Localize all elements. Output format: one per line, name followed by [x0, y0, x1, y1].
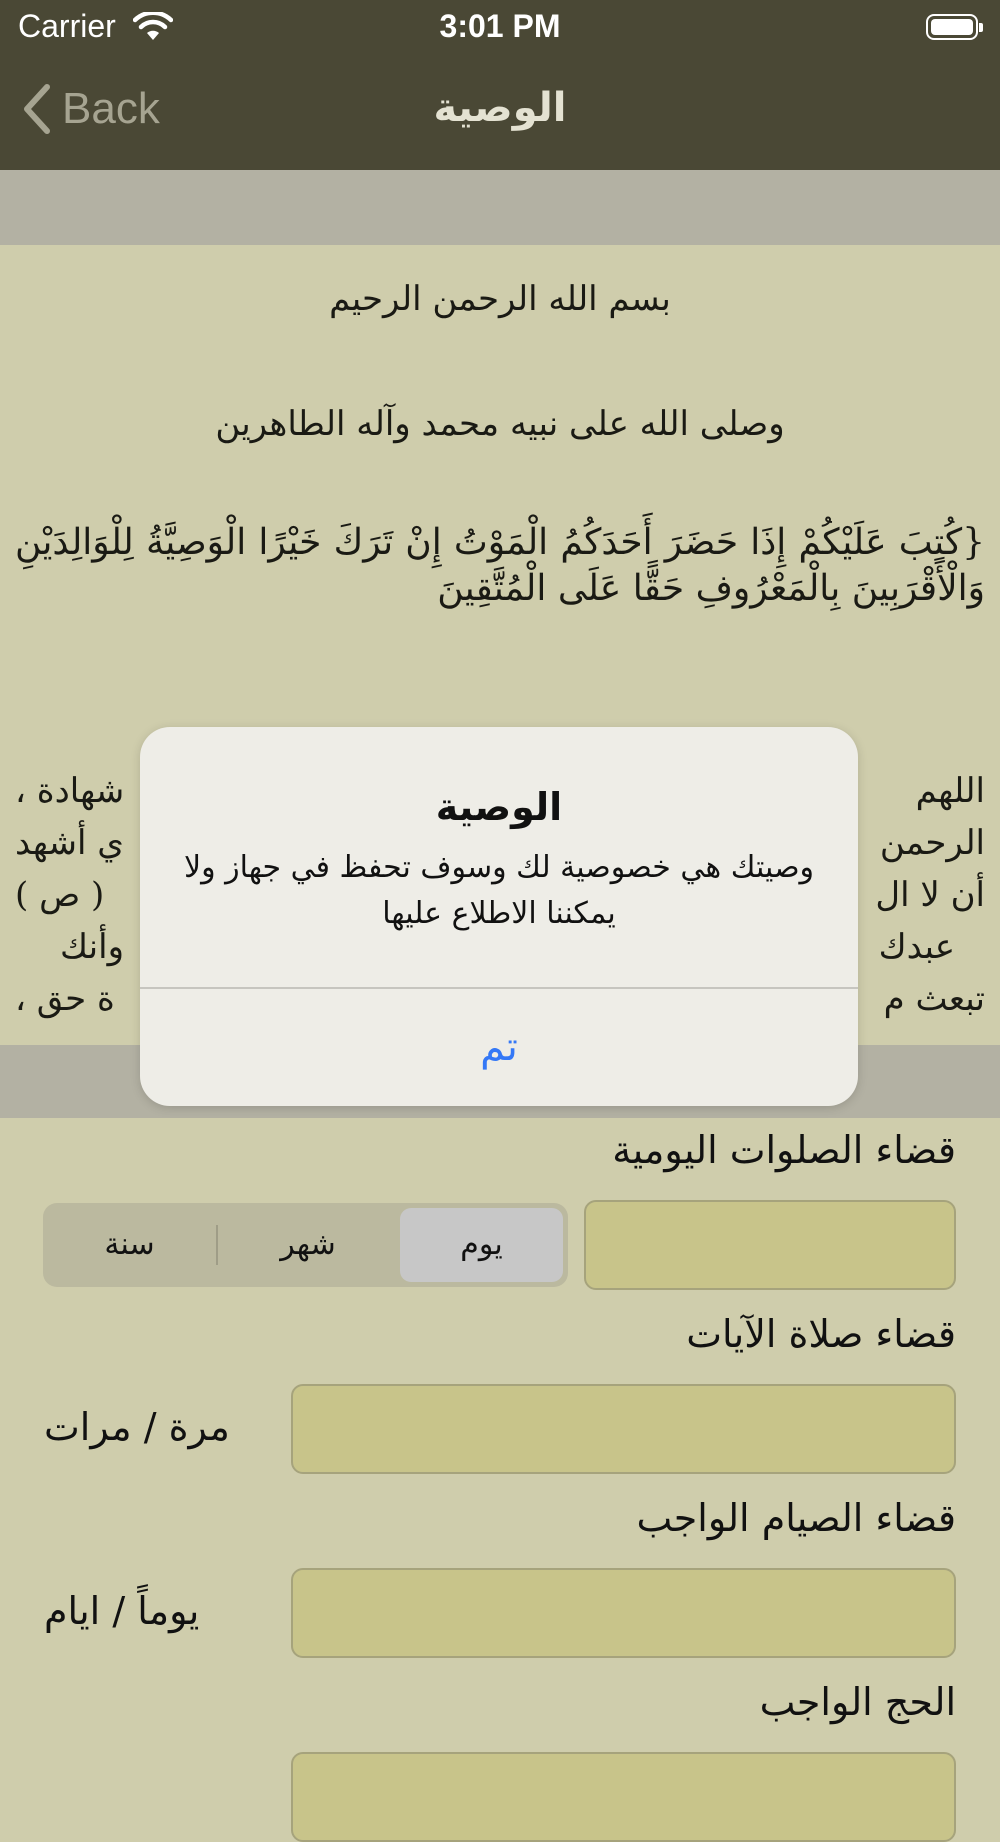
basmala-text: بسم الله الرحمن الرحيم [329, 279, 671, 319]
ayat-prayer-input[interactable] [291, 1384, 956, 1474]
segment-day[interactable]: يوم [460, 1227, 503, 1262]
fasting-label: قضاء الصيام الواجب [636, 1496, 956, 1540]
back-label: Back [62, 84, 160, 133]
clock: 3:01 PM [439, 8, 561, 44]
daily-prayers-input[interactable] [584, 1200, 956, 1290]
ayat-unit-label: مرة / مرات [44, 1405, 230, 1449]
alert-ok-button[interactable]: تم [480, 1024, 518, 1070]
navigation-bar [0, 55, 1000, 170]
verse-text: {كُتِبَ عَلَيْكُمْ إِذَا حَضَرَ أَحَدَكُمُ الْمَوْتُ إِنْ تَرَكَ خَيْرًا الْوَصِيَّةُ لِلْوَالِدَيْنِ وَالْأَقْرَبِينَ بِالْمَعْرُوفِ حَقًّا عَلَى الْمُتَّقِينَ [15, 522, 985, 609]
status-bar [0, 0, 1000, 55]
page-title: الوصية [433, 85, 567, 131]
segment-month[interactable]: شهر [280, 1227, 336, 1262]
carrier-label: Carrier [18, 8, 116, 44]
alert-title: الوصية [435, 785, 563, 829]
prayer-text-left: شهادة ، ي أشهد ( ص ) وأنك ة حق ، [15, 771, 125, 1019]
hajj-label: الحج الواجب [759, 1680, 956, 1724]
prayer-text-right: اللهم الرحمن أن لا ال عبدك تبعث م [875, 771, 985, 1019]
daily-prayers-label: قضاء الصلوات اليومية [612, 1128, 956, 1172]
ayat-prayer-label: قضاء صلاة الآيات [686, 1312, 956, 1356]
salawat-text: وصلى الله على نبيه محمد وآله الطاهرين [215, 404, 785, 444]
fasting-unit-label: يوماً / ايام [44, 1589, 200, 1633]
fasting-input[interactable] [291, 1568, 956, 1658]
battery-icon [926, 14, 978, 40]
period-segmented-control[interactable] [43, 1203, 568, 1287]
alert-dialog [140, 727, 858, 1106]
segment-year[interactable]: سنة [104, 1227, 155, 1262]
hajj-input[interactable] [291, 1752, 956, 1842]
alert-message: وصيتك هي خصوصية لك وسوف تحفظ في جهاز ولا يمكننا الاطلاع عليها [183, 850, 815, 931]
divider-band [0, 170, 1000, 245]
